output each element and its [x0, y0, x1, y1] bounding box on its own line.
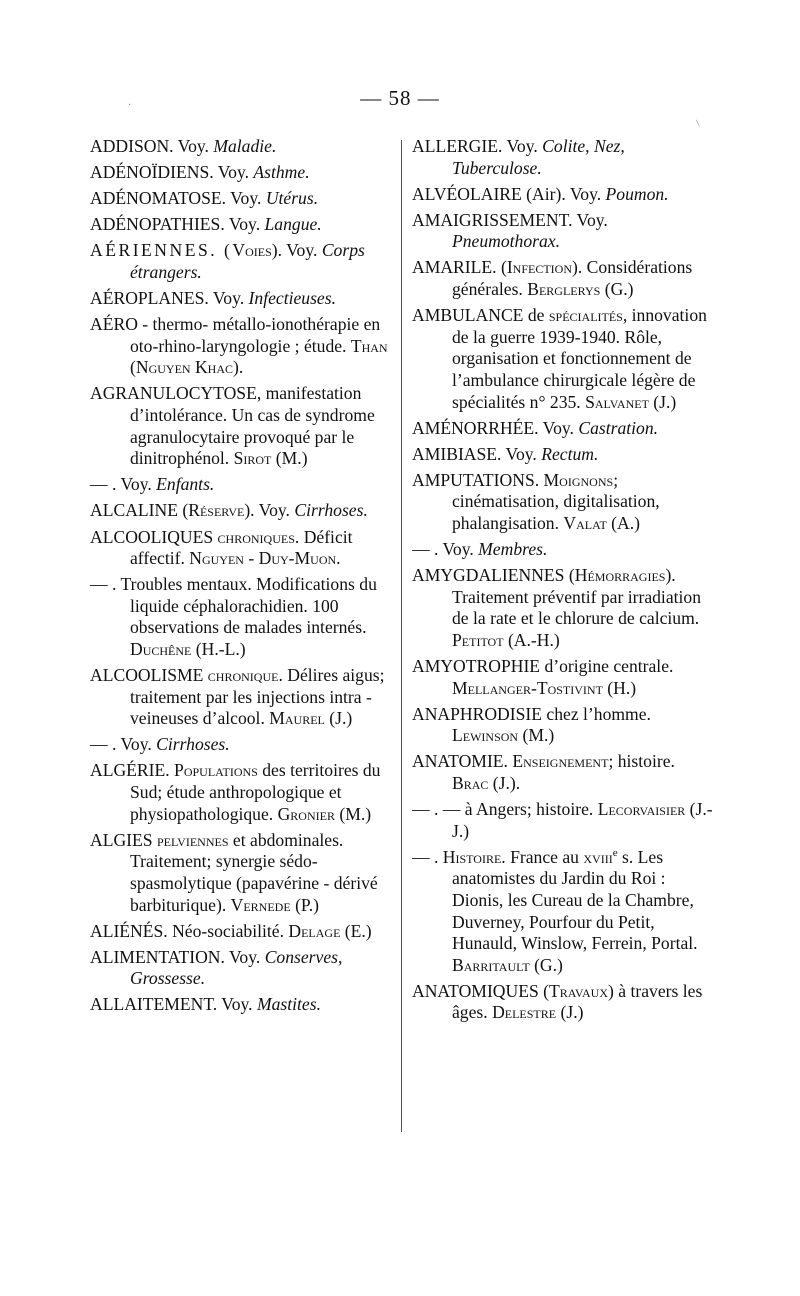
- index-entry-anaphrodisie: ANAPHRODISIE chez l’homme. Lewinson (M.): [412, 703, 651, 746]
- index-entry-alcooliques: ALCOOLIQUES chroniques. Déficit affectif. Nguyen - Duy-Muon.: [90, 526, 353, 569]
- stray-mark: ·: [128, 100, 132, 111]
- index-entry-amibiase: AMIBIASE. Voy. Rectum.: [412, 443, 599, 464]
- index-entry-alcoolisme: ALCOOLISME chronique. Délires aigus; traitement par les injections intra - veineuses d’alcool. Maurel (J.): [90, 665, 385, 729]
- index-entry-amaigrissement: AMAIGRISSEMENT. Voy. Pneumothorax.: [412, 209, 608, 252]
- index-entry-anatomiques: ANATOMIQUES (Travaux) à travers les âges. Delestre (J.): [412, 980, 703, 1023]
- left-column: [90, 136, 390, 1020]
- index-entry-aeroplanes: AÉROPLANES. Voy. Infectieuses.: [90, 288, 336, 309]
- right-column: [412, 136, 714, 1029]
- stray-mark: /: [693, 118, 704, 129]
- index-entry-aero: AÉRO - thermo- métallo-ionothérapie en oto-rhino-laryngologie ; étude. Than (Nguyen Khac).: [90, 314, 388, 378]
- index-entry-alcaline: ALCALINE (Réserve). Voy. Cirrhoses.: [90, 500, 368, 521]
- index-entry-adenoidiens: ADÉNOÏDIENS. Voy. Asthme.: [90, 162, 310, 183]
- index-entry-ambulance: AMBULANCE de spécialités, innovation de la guerre 1939-1940. Rôle, organisation et fonctionnement de l’ambulance chirurgicale légère de spécialités n° 235. Salvanet (J.): [412, 305, 707, 412]
- index-entry-allaitement: ALLAITEMENT. Voy. Mastites.: [90, 994, 321, 1015]
- index-entry-alcoolisme-see-also: — . Voy. Cirrhoses.: [90, 734, 230, 755]
- index-entry-alienes: ALIÉNÉS. Néo-sociabilité. Delage (E.): [90, 920, 372, 941]
- page-number: — 58 —: [360, 86, 440, 110]
- index-entry-algerie: ALGÉRIE. Populations des territoires du Sud; étude anthropologique et physiopathologique. Gronier (M.): [90, 760, 381, 824]
- index-entry-alcooliques-troubles: — . Troubles mentaux. Modifications du liquide céphalorachidien. 100 observations de malades internés. Duchêne (H.-L.): [90, 574, 377, 659]
- index-entry-adenopathies: ADÉNOPATHIES. Voy. Langue.: [90, 214, 322, 235]
- index-entry-alimentation: ALIMENTATION. Voy. Conserves, Grossesse.: [90, 946, 343, 989]
- index-entry-amyotrophie: AMYOTROPHIE d’origine centrale. Mellanger-Tostivint (H.): [412, 656, 674, 698]
- index-entry-addison: ADDISON. Voy. Maladie.: [90, 136, 277, 156]
- index-entry-amputations: AMPUTATIONS. Moignons; cinématisation, digitalisation, phalangisation. Valat (A.): [412, 469, 660, 533]
- index-entry-agranulocytose: AGRANULOCYTOSE, manifestation d’intolérance. Un cas de syndrome agranulocytaire provoqué par le dinitrophénol. Sirot (M.): [90, 383, 375, 469]
- index-entry-amarile: AMARILE. (Infection). Considérations générales. Berglerys (G.): [412, 257, 693, 300]
- index-entry-agranulocytose-see-also: — . Voy. Enfants.: [90, 474, 215, 495]
- index-entry-anatomie: ANATOMIE. Enseignement; histoire. Brac (J.).: [412, 751, 675, 794]
- index-entry-amputations-see-also: — . Voy. Membres.: [412, 539, 548, 560]
- index-entry-amygdaliennes: AMYGDALIENNES (Hémorragies). Traitement préventif par irradiation de la rate et le chlorure de calcium. Petitot (A.-H.): [412, 565, 702, 650]
- index-entry-alveolaire: ALVÉOLAIRE (Air). Voy. Poumon.: [412, 183, 669, 204]
- column-divider: [401, 140, 402, 1132]
- index-entry-algies: ALGIES pelviennes et abdominales. Traitement; synergie sédo-spasmolytique (papavérine - dérivé barbiturique). Vernede (P.): [90, 829, 378, 915]
- index-entry-allergie: ALLERGIE. Voy. Colite, Nez, Tuberculose.: [412, 136, 625, 178]
- index-entry-aeriennes: AÉRIENNES. (Voies). Voy. Corps étrangers.: [90, 240, 365, 282]
- index-entry-amenorrhee: AMÉNORRHÉE. Voy. Castration.: [412, 417, 659, 438]
- index-entry-anatomie-histoire: — . Histoire. France au xviii$^e$ s. Les anatomistes du Jardin du Roi : Dionis, les Cureau de la Chambre, Duverney, Pourfour du Petit, Hunauld, Winslow, Ferrein, Portal. Barritault (G.): [412, 846, 698, 975]
- index-entry-anatomie-angers: — . — à Angers; histoire. Lecorvaisier (J.-J.): [412, 799, 713, 841]
- index-entry-adenomatose: ADÉNOMATOSE. Voy. Utérus.: [90, 188, 319, 209]
